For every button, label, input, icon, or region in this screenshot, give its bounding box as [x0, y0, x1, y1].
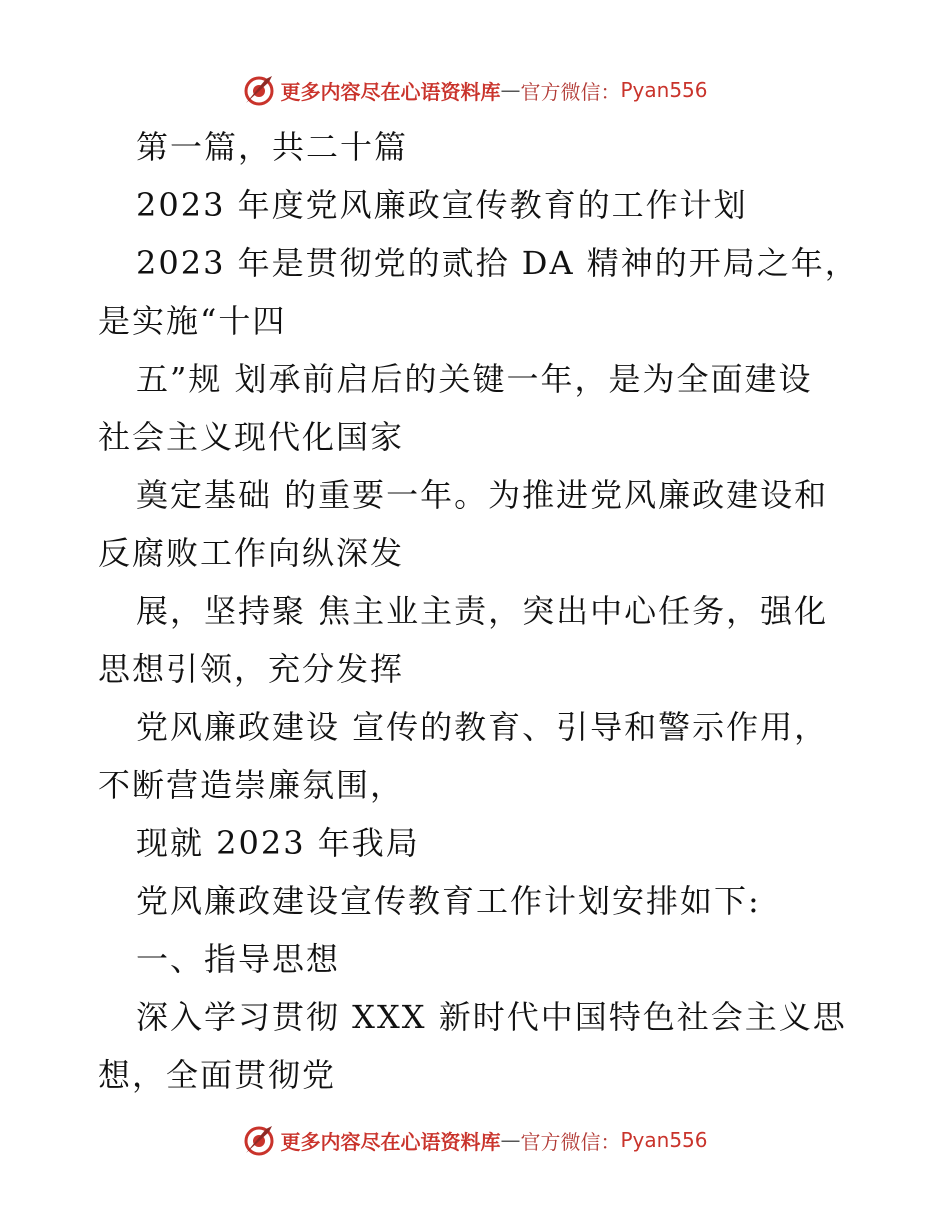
watermark-wechat-id: Pyan556 — [620, 1128, 708, 1152]
watermark-dash: — — [500, 78, 521, 102]
watermark-wechat-id: Pyan556 — [620, 78, 708, 102]
document-line: 反腐败工作向纵深发 — [98, 534, 405, 572]
document-line: 党风廉政建设 宣传的教育、引导和警示作用， — [136, 708, 829, 746]
document-body — [98, 118, 859, 1104]
quill-seal-icon — [242, 73, 276, 107]
document-line: 奠定基础 的重要一年。为推进党风廉政建设和 — [136, 476, 829, 514]
watermark-wechat-label: 官方微信： — [520, 79, 621, 104]
header-watermark — [0, 70, 950, 110]
document-line: 思想引领，充分发挥 — [98, 650, 405, 688]
document-line: 社会主义现代化国家 — [98, 418, 405, 456]
document-line: 不断营造崇廉氛围， — [98, 766, 405, 804]
watermark-main-text: 更多内容尽在心语资料库 — [280, 1129, 501, 1154]
quill-seal-icon — [242, 1123, 276, 1157]
watermark-dash: — — [500, 1128, 521, 1152]
watermark-wechat-label: 官方微信： — [520, 1129, 621, 1154]
document-line: 党风廉政建设宣传教育工作计划安排如下: — [136, 882, 761, 920]
document-title: 2023 年度党风廉政宣传教育的工作计划 — [136, 186, 748, 224]
document-line: 五”规 划承前启后的关键一年，是为全面建设 — [136, 360, 813, 398]
document-line: 深入学习贯彻 XXX 新时代中国特色社会主义思 — [136, 998, 847, 1036]
document-line: 想，全面贯彻党 — [98, 1056, 337, 1094]
document-line: 是实施“十四 — [98, 302, 287, 340]
document-line: 2023 年是贯彻党的贰拾 DA 精神的开局之年， — [136, 244, 859, 282]
document-line: 展，坚持聚 焦主业主责，突出中心任务，强化 — [136, 592, 829, 630]
section-heading: 一、指导思想 — [136, 940, 341, 978]
document-line: 现就 2023 年我局 — [136, 824, 420, 862]
footer-watermark — [0, 1120, 950, 1160]
document-line: 第一篇，共二十篇 — [136, 128, 409, 166]
watermark-main-text: 更多内容尽在心语资料库 — [280, 79, 501, 104]
